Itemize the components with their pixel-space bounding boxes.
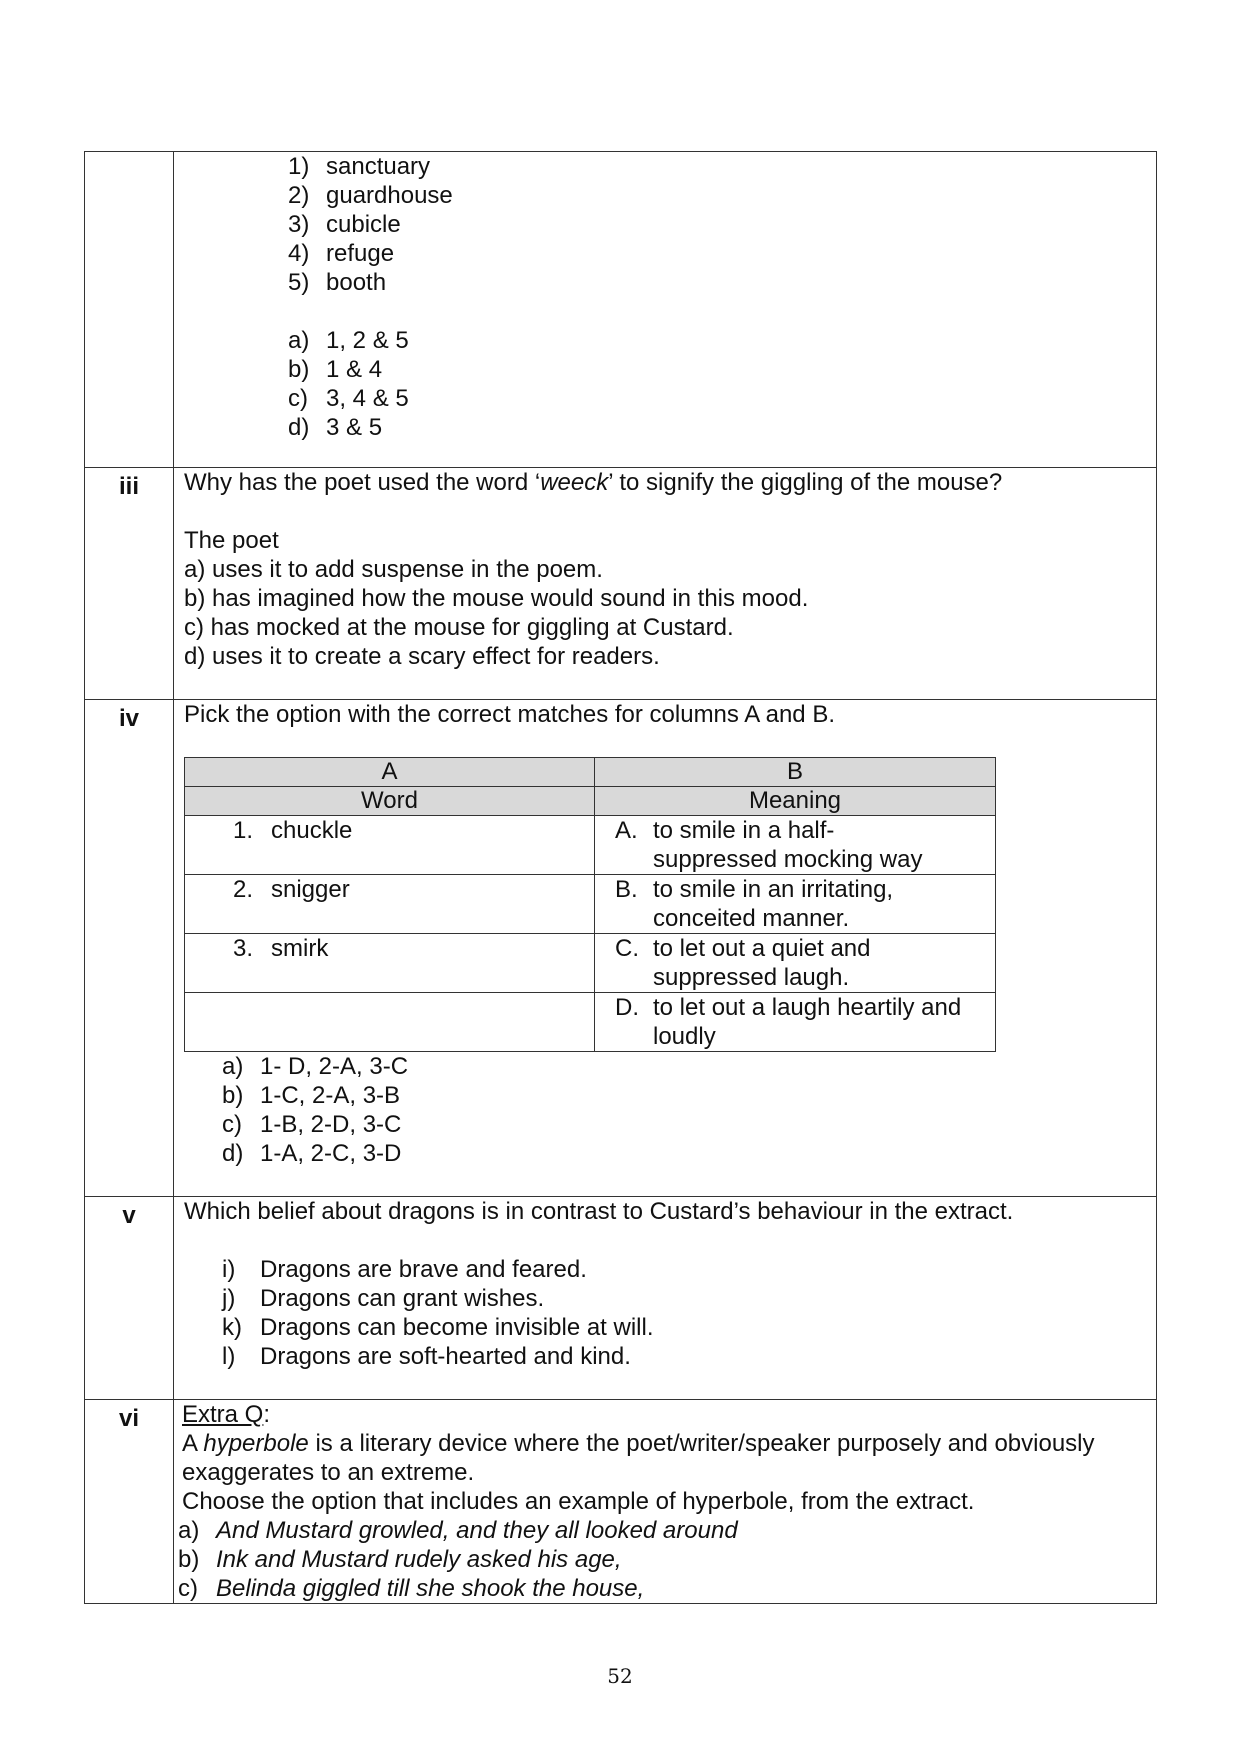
answer-option: c) 3, 4 & 5 <box>288 385 409 412</box>
question-number: iii <box>85 468 174 700</box>
question-row-iii <box>85 468 1157 700</box>
question-row-v <box>85 1197 1157 1400</box>
answer-options <box>184 1052 1146 1168</box>
meaning-cell: C. to let out a quiet and suppressed laugh. <box>595 934 996 993</box>
match-row <box>185 875 996 934</box>
question-content-iv <box>174 700 1157 1197</box>
question-number: iv <box>85 700 174 1197</box>
question-content-vi <box>174 1400 1157 1604</box>
question-text: Choose the option that includes an example of hyperbole, from the extract. <box>182 1488 975 1515</box>
question-text: Which belief about dragons is in contrast to Custard’s behaviour in the extract. <box>184 1198 1014 1225</box>
match-row <box>185 816 996 875</box>
answer-option: c) Belinda giggled till she shook the house, <box>178 1575 645 1602</box>
answer-option: b) 1 & 4 <box>288 356 383 383</box>
question-number-cell <box>85 152 174 468</box>
answer-option: c) 1-B, 2-D, 3-C <box>222 1111 402 1138</box>
page-number: 52 <box>607 1664 633 1688</box>
extra-question-heading: Extra Q: <box>182 1401 271 1428</box>
meaning-cell: B. to smile in an irritating, conceited manner. <box>595 875 996 934</box>
word-item: 4) refuge <box>288 240 395 267</box>
answer-option: b) Ink and Mustard rudely asked his age, <box>178 1546 622 1573</box>
question-text: Why has the poet used the word ‘weeck’ to signify the giggling of the mouse? <box>184 469 1003 496</box>
answer-option: a) 1, 2 & 5 <box>288 327 409 354</box>
word-item: 3) cubicle <box>288 211 401 238</box>
answer-option: a) uses it to add suspense in the poem. <box>184 556 603 583</box>
word-cell <box>185 993 595 1052</box>
match-row <box>185 993 996 1052</box>
answer-option: d) 3 & 5 <box>288 414 383 441</box>
answer-option: d) 1-A, 2-C, 3-D <box>222 1140 402 1167</box>
meaning-cell: A. to smile in a half-suppressed mocking way <box>595 816 996 875</box>
question-row-iv <box>85 700 1157 1197</box>
answer-option: a) And Mustard growled, and they all looked around <box>178 1517 738 1544</box>
meaning-header: Meaning <box>595 787 996 816</box>
answer-option: l) Dragons are soft-hearted and kind. <box>222 1343 631 1370</box>
match-table <box>184 757 996 1052</box>
meaning-cell: D. to let out a laugh heartily and loudly <box>595 993 996 1052</box>
question-content-v <box>174 1197 1157 1400</box>
question-stem: The poet <box>184 527 279 554</box>
answer-option: b) has imagined how the mouse would sound in this mood. <box>184 585 809 612</box>
question-number: vi <box>85 1400 174 1604</box>
word-header: Word <box>185 787 595 816</box>
word-cell: 2. snigger <box>185 875 595 934</box>
answer-options <box>178 1516 1152 1603</box>
question-number: v <box>85 1197 174 1400</box>
answer-option: c) has mocked at the mouse for giggling at Custard. <box>184 614 734 641</box>
answer-option: j) Dragons can grant wishes. <box>222 1285 545 1312</box>
match-row <box>185 934 996 993</box>
question-content-iii <box>174 468 1157 700</box>
column-a-header: A <box>185 758 595 787</box>
question-text: Pick the option with the correct matches for columns A and B. <box>184 701 835 728</box>
question-row-vi <box>85 1400 1157 1604</box>
question-row-ii <box>85 152 1157 468</box>
column-b-header: B <box>595 758 996 787</box>
answer-options <box>184 1255 1146 1371</box>
word-cell: 3. smirk <box>185 934 595 993</box>
definition-line: A hyperbole is a literary device where the poet/writer/speaker purposely and obviously <box>182 1430 1095 1457</box>
definition-line: exaggerates to an extreme. <box>182 1459 475 1486</box>
word-item: 2) guardhouse <box>288 182 453 209</box>
answer-option: b) 1-C, 2-A, 3-B <box>222 1082 401 1109</box>
word-cell: 1. chuckle <box>185 816 595 875</box>
answer-option: d) uses it to create a scary effect for readers. <box>184 643 660 670</box>
answer-option: i) Dragons are brave and feared. <box>222 1256 587 1283</box>
answer-option: k) Dragons can become invisible at will. <box>222 1314 654 1341</box>
question-table <box>84 151 1157 1604</box>
answer-option: a) 1- D, 2-A, 3-C <box>222 1053 409 1080</box>
word-item: 1) sanctuary <box>288 153 431 180</box>
word-item: 5) booth <box>288 269 387 296</box>
question-content-ii <box>174 152 1157 468</box>
